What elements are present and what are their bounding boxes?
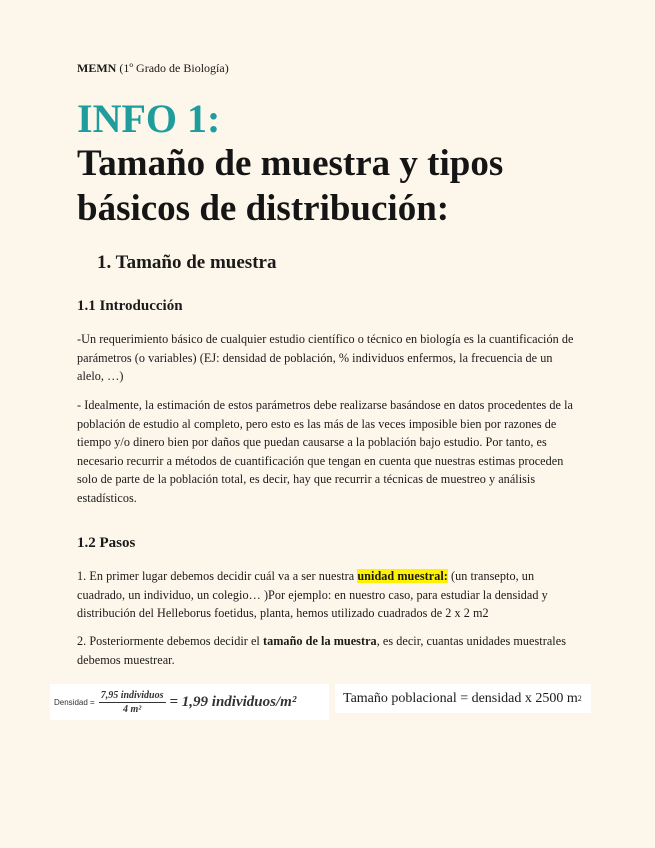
page-title: Tamaño de muestra y tipos básicos de distribución:: [77, 143, 504, 229]
step-1-continuation: (un transepto, un cuadrado, un individuo, un colegio… )Por ejemplo: en nuestro caso, para estudiar la densidad y distribución del Helleborus foetidus, planta, hemos utilizado cuadrados de 2 x 2 m2: [77, 569, 548, 620]
fraction-numerator: 7,95 individuos: [100, 689, 164, 701]
step-1: [77, 567, 577, 623]
info-title: INFO 1:: [77, 96, 221, 141]
subsection-heading-steps: 1.2 Pasos: [77, 535, 136, 551]
formula-fraction: [99, 690, 166, 715]
density-formula: [50, 684, 329, 720]
paragraph-1: -Un requerimiento básico de cualquier estudio científico o técnico en biología es la cuantificación de parámetros (o variables) (EJ: densidad de población, % individuos enfermos, la frecuencia de un alelo, …): [77, 332, 574, 383]
paragraph-2: - Idealmente, la estimación de estos parámetros debe realizarse basándose en datos procedentes de la población de estudio al completo, pero esto es las más de las veces imposible bien por razones de tiempo y/o dinero bien por daños que puedan causarse a la población bajo estudio. Por tanto, es necesario recurrir a métodos de cuantificación que tengan en cuenta que nuestras estimas proceden solo de parte de la población total, es decir, hay que recurrir a técnicas de muestreo y análisis estadísticos.: [77, 398, 574, 505]
fraction-denominator: 4 m²: [122, 703, 142, 715]
course-header: [77, 61, 229, 76]
bold-term: tamaño de la muestra: [262, 634, 377, 648]
course-subtitle: (1º Grado de Biología): [116, 61, 229, 75]
step-1-text: 1. En primer lugar debemos decidir cuál va a ser nuestra: [77, 569, 358, 583]
formula-result: = 1,99 individuos/m²: [169, 693, 297, 710]
formula-label: Densidad =: [54, 697, 95, 707]
subsection-heading-intro: 1.1 Introducción: [77, 298, 183, 314]
course-code: MEMN: [77, 61, 117, 75]
population-text: Tamaño poblacional = densidad x 2500 m: [343, 690, 578, 706]
section-heading-1: 1. Tamaño de muestra: [97, 252, 277, 273]
step-2-continuation: , es decir, cuantas unidades muestrales debemos muestrear.: [77, 634, 566, 667]
highlighted-term: unidad muestral:: [357, 569, 448, 583]
step-2: [77, 632, 577, 669]
population-formula: [335, 684, 591, 713]
population-superscript: 2: [577, 694, 582, 703]
step-2-text: 2. Posteriormente debemos decidir el: [77, 634, 263, 648]
